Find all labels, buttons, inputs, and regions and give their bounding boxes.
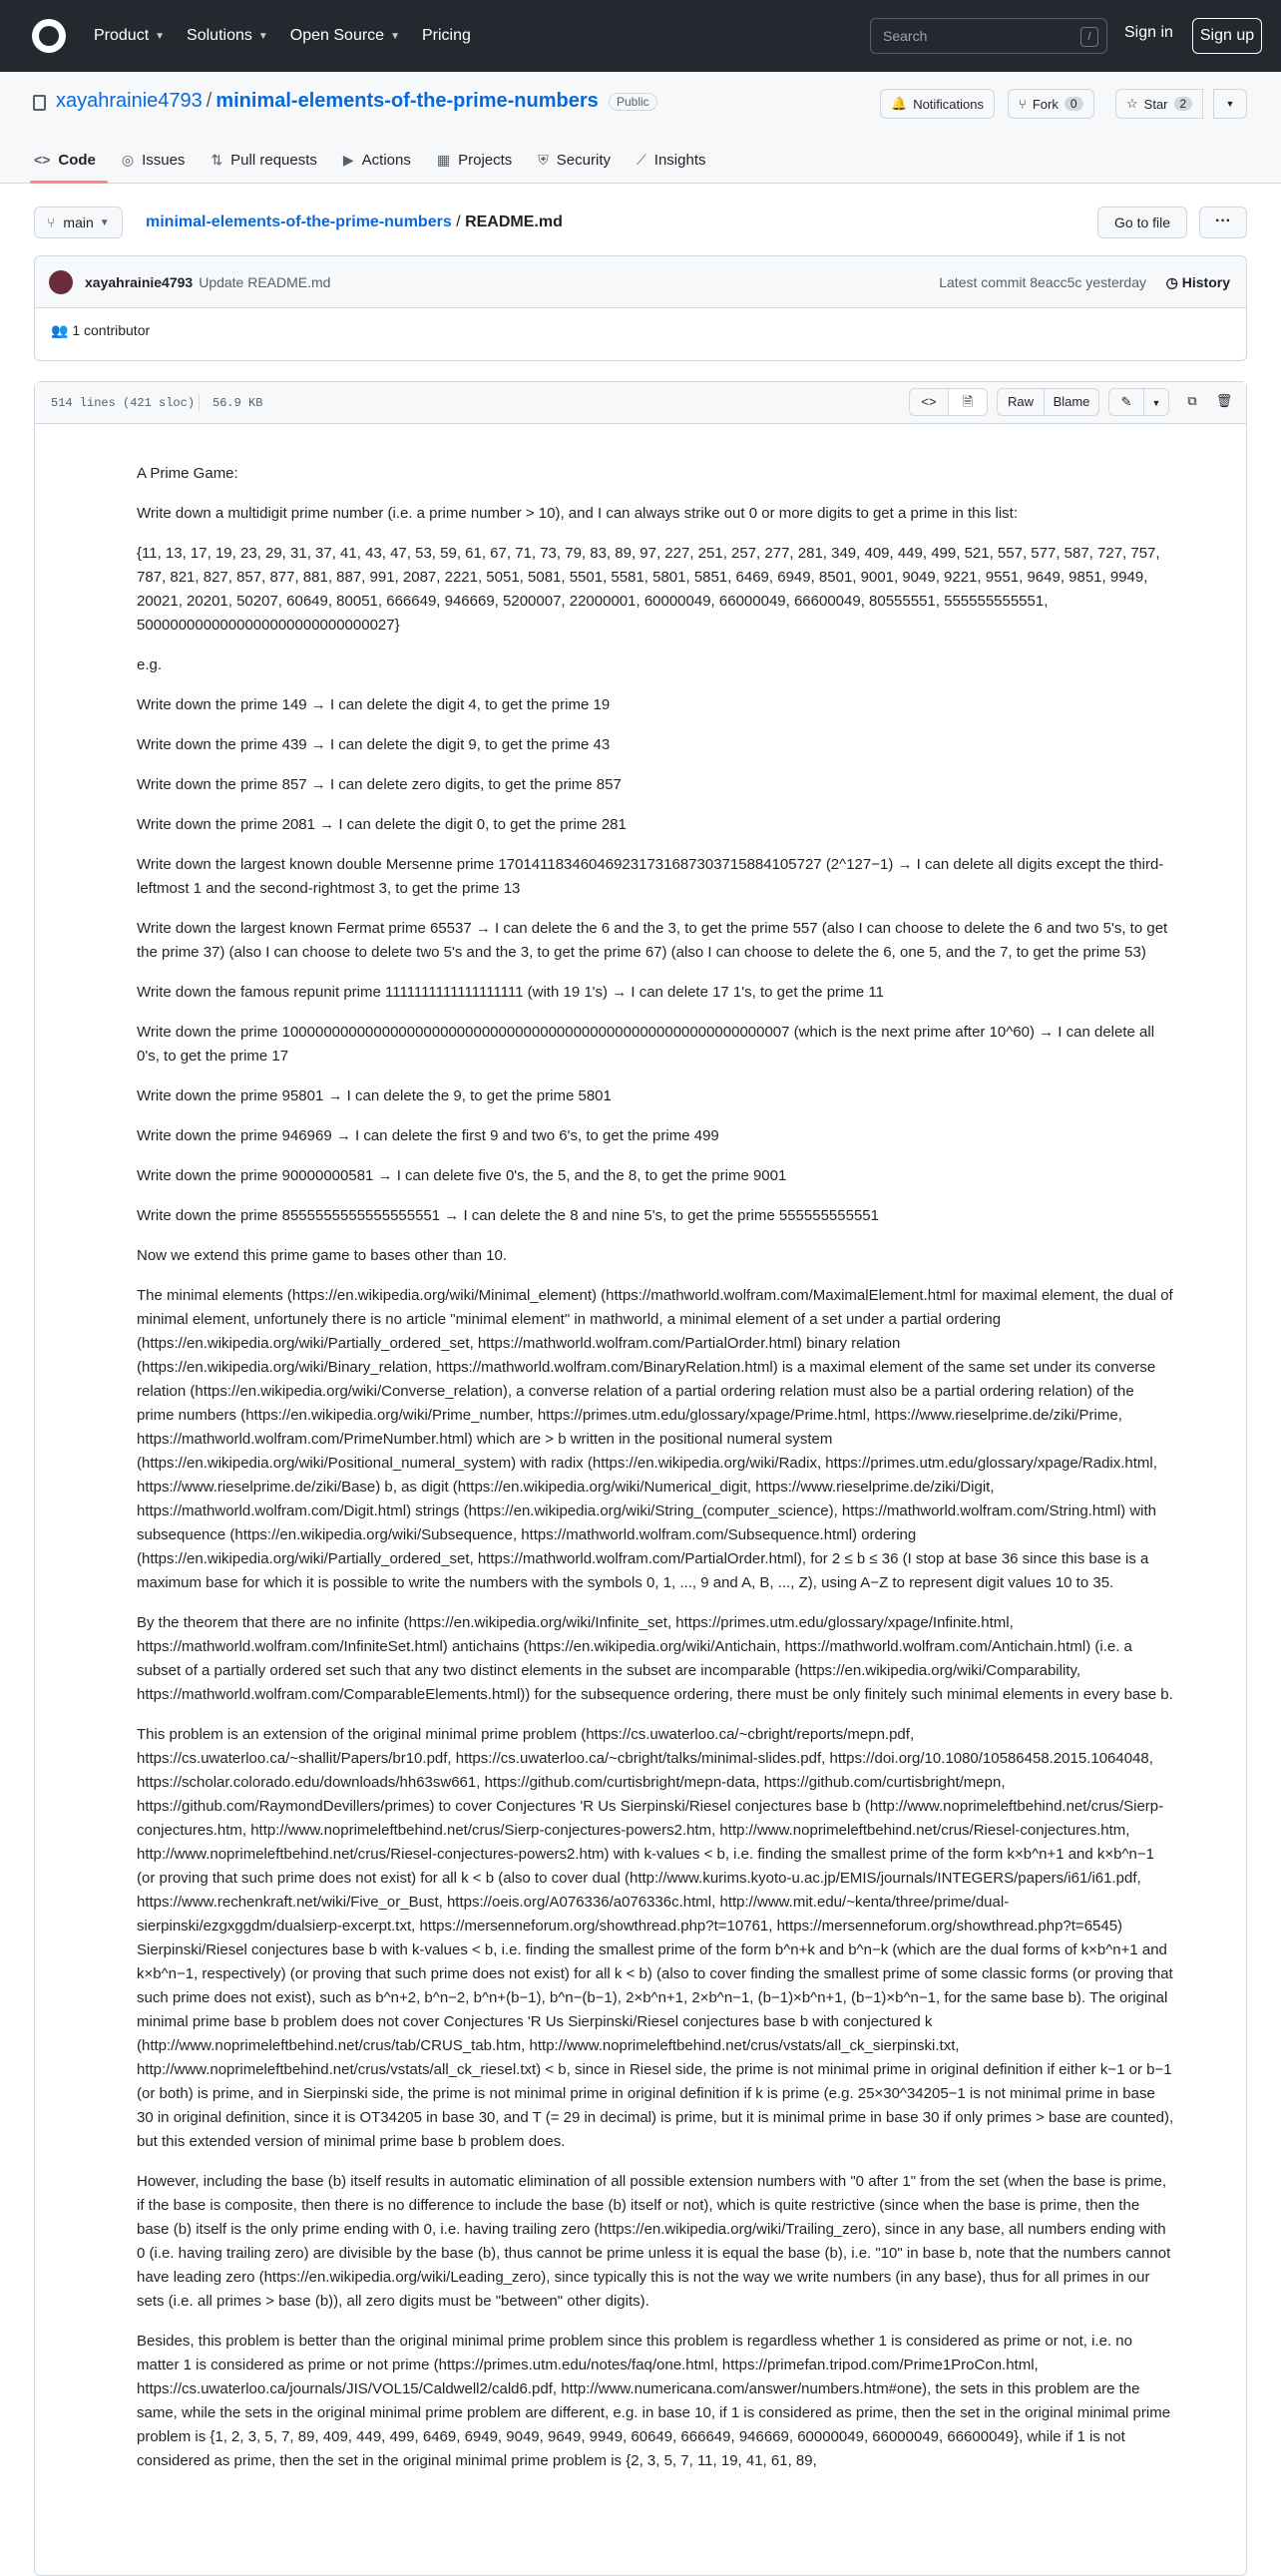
tab-label: Issues [142,151,186,169]
tab-label: Projects [458,151,513,169]
paragraph: Write down the prime 90000000581 → I can delete five 0's, the 5, and the 8, to get the prime 9001 [137,1167,787,1184]
star-button[interactable] [1115,89,1203,119]
fork-button[interactable] [1008,89,1094,119]
repo-tabs [34,146,732,184]
paragraph: Write down the largest known double Mersenne prime 170141183460469231731687303715884105727 (2^127−1) → I can delete all digits except the third-leftmost 1 and the second-rightmost 3, to get the prime 13 [137,856,1164,897]
paragraph: The minimal elements (https://en.wikipedia.org/wiki/Minimal_element) (https://mathworld.wolfram.com/MaximalElement.html for maximal element, the dual of minimal element, unfortunely there is no article "minimal element" in mathworld, a minimal element of a set under a partial ordering (https://en.wikipedia.org/wiki/Partially_ordered_set, https://mathworld.wolfram.com/PartialOrder.html) binary relation (https://en.wikipedia.org/wiki/Binary_relation, https://mathworld.wolfram.com/BinaryRelation.html) is a maximal element of the same set under its converse relation (https://en.wikipedia.org/wiki/Converse_relation), a converse relation of a partial ordering relation must also be a partial ordering relation) of the prime numbers (https://en.wikipedia.org/wiki/Prime_number, https://primes.utm.edu/glossary/xpage/Prime.html, https://www.rieselprime.de/ziki/Prime, https://mathworld.wolfram.com/PrimeNumber.html) which are > b written in the positional numeral system (https://en.wikipedia.org/wiki/Positional_numeral_system) with radix (https://en.wikipedia.org/wiki/Radix, https://primes.utm.edu/glossary/xpage/Radix.html, https://www.rieselprime.de/ziki/Base) b, as digit (https://en.wikipedia.org/wiki/Numerical_digit, https://www.rieselprime.de/ziki/Digit, https://mathworld.wolfram.com/Digit.html) strings (https://en.wikipedia.org/wiki/String_(computer_science), https://mathworld.wolfram.com/String.html) with subsequence (https://en.wikipedia.org/wiki/Subsequence, https://mathworld.wolfram.com/Subsequence.html) ordering (https://en.wikipedia.org/wiki/Partially_ordered_set, https://mathworld.wolfram.com/PartialOrder.html), for 2 ≤ b ≤ 36 (I stop at base 36 since this base is a maximum base for which it is possible to write the numbers with the symbols 0, 1, ..., 9 and A, B, ..., Z), using A−Z to represent digit values 10 to 35. [137,1287,1173,1591]
paragraph: Write down the prime 95801 → I can delete the 9, to get the prime 5801 [137,1087,612,1104]
chevron-down-icon: ▼ [1151,398,1161,408]
commit-message-link[interactable]: Update README.md [199,273,331,290]
chevron-down-icon: ▼ [1225,99,1235,109]
preview-button[interactable] [948,388,988,416]
nav-label: Open Source [289,27,385,44]
tab-label: Code [58,151,96,169]
paragraph: Write down the prime 149 → I can delete the digit 4, to get the prime 19 [137,696,611,713]
star-icon: ☆ [1126,96,1138,111]
search-placeholder: Search [883,28,928,44]
chevron-down-icon: ▼ [257,30,268,42]
avatar[interactable] [49,270,73,294]
paragraph: Write down the prime 2081 → I can delete the digit 0, to get the prime 281 [137,816,627,833]
paragraph: Write down the prime 946969 → I can delete the first 9 and two 6's, to get the prime 499 [137,1127,719,1144]
code-icon: <> [34,152,51,168]
history-icon: ◷ [1165,274,1182,290]
paragraph: {11, 13, 17, 19, 23, 29, 31, 37, 41, 43, 47, 53, 59, 61, 67, 71, 73, 79, 83, 89, 97, 227, 251, 257, 277, 281, 349, 409, 449, 499, 521, 557, 577, 587, 727, 757, 787, 821, 827, 857, 877, 881, 887, 991, 2087, 2221, 5051, 5081, 5501, 5581, 5801, 5851, 6469, 6949, 8501, 9001, 9049, 9221, 9551, 9649, 9851, 9949, 20021, 20201, 50207, 60649, 80051, 666649, 946669, 5200007, 22000001, 60000049, 66000049, 66600049, 80555551, 555555555551, 5000000000000000000000000000027} [137,545,1160,634]
paragraph: Write down the largest known Fermat prime 65537 → I can delete the 6 and the 3, to get the prime 557 (also I can choose to delete the 6 and two 5's, to get the prime 37) (also I can choose to delete two 5's and the 3, to get the prime 67) (also I can choose to delete the 6, one 5, and the 7, to get the prime 53) [137,920,1168,961]
star-count: 2 [1174,97,1193,111]
path-separator: / [451,214,466,230]
commit-box [34,255,1247,361]
trash-icon[interactable]: 🗑 [1215,393,1233,408]
paragraph: However, including the base (b) itself results in automatic elimination of all possible extension numbers with "0 after 1" from the set (when the base is prime, if the base is composite, then there is no difference to include the base (b) itself or not), which is quite restrictive (since when the base is prime, then the base (b) itself is the only prime ending with 0, i.e. having trailing zero (https://en.wikipedia.org/wiki/Trailing_zero), since in any base, all numbers ending with 0 (i.e. having trailing zero) are divisible by the base (b), thus cannot be prime unless it is equal the base (b), i.e. "10" in base b, note that the numbers cannot have leading zero (https://en.wikipedia.org/wiki/Leading_zero), since typically this is not the way we write numbers (in any base), thus for all primes in our sets (i.e. all primes > base (b)), all zero digits must be "between" other digits). [137,2173,1171,2310]
path-separator: / [206,90,213,112]
fork-count: 0 [1065,97,1083,111]
table-icon: ▦ [436,151,451,168]
nav-label: Solutions [187,27,252,44]
paragraph: A Prime Game: [137,465,238,482]
blame-button[interactable]: Blame [1044,388,1099,416]
history-link[interactable] [1166,274,1230,291]
paragraph: Write down the famous repunit prime 1111111111111111111 (with 19 1's) → I can delete 17 1's, to get the prime 11 [137,984,884,1001]
people-icon: 👥 [51,322,73,338]
nav-product[interactable] [94,27,165,45]
bell-icon: 🔔 [891,96,908,111]
paragraph: e.g. [137,656,163,673]
breadcrumb-repo-link[interactable]: minimal-elements-of-the-prime-numbers [146,214,452,230]
branch-selector[interactable] [34,207,123,238]
file-navigation [34,207,1247,238]
contributors-link[interactable] [35,308,1246,353]
tab-label: Pull requests [230,151,317,169]
tab-label: Insights [653,151,706,169]
paragraph: Write down a multidigit prime number (i.e. a prime number > 10), and I can always strike out 0 or more digits to get a prime in this list: [137,505,1019,522]
latest-commit-info[interactable]: Latest commit 8eacc5c yesterday [939,274,1146,290]
chevron-down-icon: ▼ [155,30,166,42]
paragraph: Besides, this problem is better than the original minimal prime problem since this problem is regardless whether 1 is considered as prime or not, i.e. no matter 1 is considered as prime or not prime (https://primes.utm.edu/notes/faq/one.html, https://primefan.tripod.com/Prime1ProCon.html, https://cs.uwaterloo.ca/journals/JIS/VOL15/Caldwell2/cald6.pdf, http://www.numericana.com/answer/numbers.htm#one), the sets in this problem are the same, while the sets in the original minimal prime problem are different, e.g. in base 10, if 1 is considered as prime, then the set in the original minimal prime problem is {1, 2, 3, 5, 7, 89, 409, 449, 499, 6469, 6949, 9049, 9649, 9949, 60649, 666649, 946669, 60000049, 66000049, 66600049}, while if 1 is not considered as prime, then the set in the original minimal prime problem is {2, 3, 5, 7, 11, 19, 41, 61, 89, [137,2333,1171,2469]
github-logo-icon[interactable] [32,19,66,53]
file-viewer [34,381,1247,2576]
go-to-file-button[interactable]: Go to file [1097,207,1187,238]
divider [199,394,200,412]
repo-title [56,90,599,113]
issue-icon: ◎ [121,151,135,168]
nav-label: Product [94,27,150,44]
branch-label: main [63,215,94,230]
star-dropdown-button[interactable] [1213,89,1247,119]
tab-security[interactable] [538,146,611,174]
search-shortcut-key: / [1080,27,1098,47]
tab-label: Actions [361,151,411,169]
branch-icon: ⑂ [47,215,56,230]
active-tab-underline [30,181,108,184]
sign-in-link[interactable]: Sign in [1124,24,1173,41]
paragraph: By the theorem that there are no infinite (https://en.wikipedia.org/wiki/Infinite_set, https://primes.utm.edu/glossary/xpage/Infinite.html, https://mathworld.wolfram.com/InfiniteSet.html) antichains (https://en.wikipedia.org/wiki/Antichain, https://mathworld.wolfram.com/Antichain.html) (i.e. a subset of a partially ordered set such that any two distinct elements in the subset are incomparable (https://en.wikipedia.org/wiki/Comparability, https://mathworld.wolfram.com/ComparableElements.html)) for the subsequence ordering, there must be only finitely such minimal elements in every base b. [137,1614,1173,1703]
tab-actions[interactable] [343,146,411,174]
nav-label: Pricing [421,27,471,44]
notifications-button[interactable] [880,89,995,119]
visibility-badge: Public [609,93,657,111]
file-size: 56.9 KB [213,396,263,410]
repo-name-link[interactable]: minimal-elements-of-the-prime-numbers [215,90,599,112]
file-icon: 🗎 [962,394,974,409]
tab-code[interactable] [34,146,96,174]
graph-icon: ⟋ [636,151,646,168]
paragraph: This problem is an extension of the original minimal prime problem (https://cs.uwaterloo.ca/~cbright/reports/mepn.pdf, https://cs.uwaterloo.ca/~shallit/Papers/br10.pdf, https://cs.uwaterloo.ca/~cbright/talks/minimal-slides.pdf, https://doi.org/10.1080/10586458.2015.1064048, https://scholar.colorado.edu/downloads/hh63sw661, https://github.com/curtisbright/mepn-data, https://github.com/curtisbright/mepn, https://github.com/RaymondDevillers/primes) to cover Conjectures 'R Us Sierpinski/Riesel conjectures base b (http://www.noprimeleftbehind.net/crus/Sierp-conjectures.htm, http://www.noprimeleftbehind.net/crus/Sierp-conjectures-powers2.htm, http://www.noprimeleftbehind.net/crus/Riesel-conjectures.htm, http://www.noprimeleftbehind.net/crus/Riesel-conjectures-powers2.htm) with k-values < b, i.e. finding the smallest prime of the form k×b^n+1 and k×b^n−1 (or proving that such prime does not exist) for all k < b (also to cover dual (http://www.kurims.kyoto-u.ac.jp/EMIS/journals/INTEGERS/papers/i61/i61.pdf, https://www.rechenkraft.net/wiki/Five_or_Bust, https://oeis.org/A076336/a076336c.html, http://www.mit.edu/~kenta/three/prime/dual-sierpinski/ezgxggdm/dualsierp-excerpt.txt, https://mersenneforum.org/showthread.php?t=10761, https://mersenneforum.org/showthread.php?t=6545) Sierpinski/Riesel conjectures base b with k-values < b, i.e. finding the smallest prime of the form b^n+k and b^n−k (which are the dual forms of k×b^n+1 and k×b^n−1, respectively) (or proving that such prime does not exist) for all k < b) (also to cover finding the smallest prime of some classic forms (or proving that such prime does not exist), such as b^n+2, b^n−2, b^n+(b−1), b^n−(b−1), 2×b^n+1, 2×b^n−1, (b−1)×b^n+1, (b−1)×b^n−1, for the same base b). The original minimal prime base b problem does not cover Conjectures 'R Us Sierpinski/Riesel conjectures base b with conjectured k (http://www.noprimeleftbehind.net/crus/tab/CRUS_tab.htm, http://www.noprimeleftbehind.net/crus/vstats/all_ck_sierpinski.txt, http://www.noprimeleftbehind.net/crus/vstats/all_ck_riesel.txt) < b, since in Riesel side, the prime is not minimal prime in original definition if either k−1 or b−1 (or both) is prime, and in Sierpinski side, the prime is not minimal prime in original definition if k is prime (e.g. 25×30^34205−1 is not minimal prime in base 30 in original definition, since it is OT34205 in base 30, and T (= 29 in decimal) is prime, but it is minimal prime in base 30 if only primes > base are counted), but this extended version of minimal prime base b problem does. [137,1726,1174,2150]
paragraph: Write down the prime 439 → I can delete the digit 9, to get the prime 43 [137,736,611,753]
repo-owner-link[interactable]: xayahrainie4793 [56,90,203,112]
tab-label: Security [556,151,611,169]
fork-label: Fork [1032,96,1059,112]
code-icon: <> [921,394,937,409]
pencil-icon: ✎ [1120,394,1132,409]
line-count: 514 lines (421 sloc) [51,396,196,410]
commit-author-link[interactable]: xayahrainie4793 [85,273,194,290]
chevron-down-icon: ▼ [390,30,400,42]
repo-icon [33,95,46,111]
star-label: Star [1143,96,1168,112]
history-label: History [1181,274,1230,290]
global-header [0,0,1281,72]
chevron-down-icon: ▼ [99,216,110,228]
tab-projects[interactable] [437,146,512,174]
readme-content [137,462,1174,2489]
nav-open-source[interactable] [290,27,400,45]
nav-solutions[interactable] [187,27,268,45]
tab-insights[interactable] [637,146,706,174]
paragraph: Write down the prime 8555555555555555551 → I can delete the 8 and nine 5's, to get the prime 555555555551 [137,1207,879,1224]
tab-issues[interactable] [122,146,186,174]
edit-button[interactable] [1108,388,1144,416]
edit-dropdown-button[interactable] [1143,388,1169,416]
copy-icon[interactable]: ⧉ [1187,393,1197,408]
breadcrumb [146,214,563,231]
paragraph: Write down the prime 1000000000000000000000000000000000000000000000000000000000007 (which is the next prime after 10^60) → I can delete all 0's, to get the prime 17 [137,1024,1155,1065]
paragraph: Now we extend this prime game to bases other than 10. [137,1247,508,1264]
latest-commit-row [35,256,1246,308]
file-header [35,382,1246,424]
sign-up-button[interactable]: Sign up [1192,18,1262,54]
code-view-button[interactable] [909,388,949,416]
shield-icon: ⛨ [538,151,549,168]
breadcrumb-file: README.md [465,214,563,230]
paragraph: Write down the prime 857 → I can delete zero digits, to get the prime 857 [137,776,622,793]
contributors-label: 1 contributor [72,322,151,338]
tab-pull-requests[interactable] [211,146,316,174]
more-options-button[interactable]: ··· [1199,207,1247,238]
nav-pricing[interactable] [422,27,471,45]
search-input[interactable] [870,18,1107,54]
pull-request-icon: ⇅ [211,151,223,168]
play-icon: ▶ [342,151,354,168]
fork-icon: ⑂ [1019,96,1027,112]
notifications-label: Notifications [913,96,984,112]
raw-button[interactable]: Raw [997,388,1045,416]
